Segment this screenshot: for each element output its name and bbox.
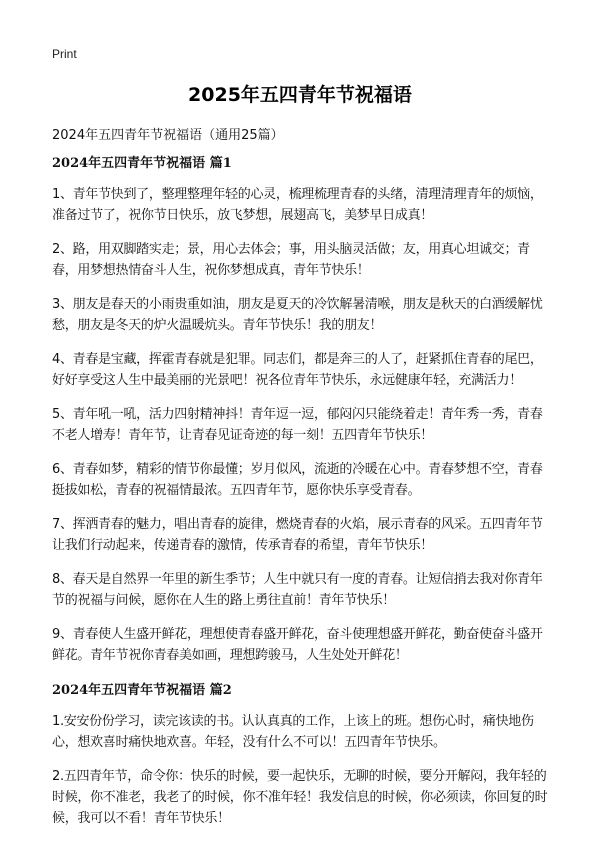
page-subtitle: 2024年五四青年节祝福语（通用25篇） [52, 128, 284, 143]
paragraph: 6、青春如梦，精彩的情节你最懂；岁月似风，流逝的冷暖在心中。青春梦想不空，青春挺拔如松，青春的祝福情最浓。五四青年节，愿你快乐享受青春。 [52, 462, 543, 498]
paragraph: 3、朋友是春天的小雨贵重如油，朋友是夏天的冷饮解暑清喉，朋友是秋天的白酒缓解忧愁，朋友是冬天的炉火温暖炕头。青年节快乐！我的朋友！ [52, 297, 543, 333]
paragraph: 9、青春使人生盛开鲜花，理想使青春盛开鲜花，奋斗使理想盛开鲜花，勤奋使奋斗盛开鲜花。青年节祝你青春美如画，理想跨骏马，人生处处开鲜花！ [52, 627, 543, 663]
paragraph: 7、挥洒青春的魅力，唱出青春的旋律，燃烧青春的火焰，展示青春的风采。五四青年节让我们行动起来，传递青春的激情，传承青春的希望，青年节快乐！ [52, 517, 543, 553]
paragraph: 1、青年节快到了，整理整理年轻的心灵，梳理梳理青春的头绪，清理清理青年的烦恼，准备过节了，祝你节日快乐，放飞梦想，展翅高飞，美梦早日成真！ [52, 187, 543, 223]
page-title: 2025年五四青年节祝福语 [188, 84, 412, 106]
section-heading-2: 2024年五四青年节祝福语 篇2 [52, 683, 232, 698]
section-heading-1: 2024年五四青年节祝福语 篇1 [52, 156, 232, 171]
paragraph: 5、青年吼一吼，活力四射精神抖！青年逗一逗，郁闷闪只能绕着走！青年秀一秀，青春不老人增寿！青年节，让青春见证奇迹的每一刻！五四青年节快乐！ [52, 407, 543, 443]
print-link[interactable]: Print [52, 47, 77, 61]
paragraph: 1.安安份份学习，读完该读的书。认认真真的工作，上该上的班。想伤心时，痛快地伤心，想欢喜时痛快地欢喜。年轻，没有什么不可以！五四青年节快乐。 [52, 714, 534, 750]
paragraph: 2.五四青年节，命令你：快乐的时候，要一起快乐，无聊的时候，要分开解闷，我年轻的时候，你不准老，我老了的时候，你不准年轻！我发信息的时候，你必须读，你回复的时候，我可以不看！青年节快乐！ [52, 769, 548, 826]
paragraph: 4、青春是宝藏，挥霍青春就是犯罪。同志们，都是奔三的人了，赶紧抓住青春的尾巴，好好享受这人生中最美丽的光景吧！祝各位青年节快乐，永远健康年轻，充满活力！ [52, 352, 543, 388]
paragraph: 8、春天是自然界一年里的新生季节；人生中就只有一度的青春。让短信捎去我对你青年节的祝福与问候，愿你在人生的路上勇往直前！青年节快乐！ [52, 572, 543, 608]
paragraph: 2、路，用双脚踏实走；景，用心去体会；事，用头脑灵活做；友，用真心坦诚交；青春，用梦想热情奋斗人生，祝你梦想成真，青年节快乐！ [52, 242, 530, 278]
article-body [52, 152, 550, 842]
